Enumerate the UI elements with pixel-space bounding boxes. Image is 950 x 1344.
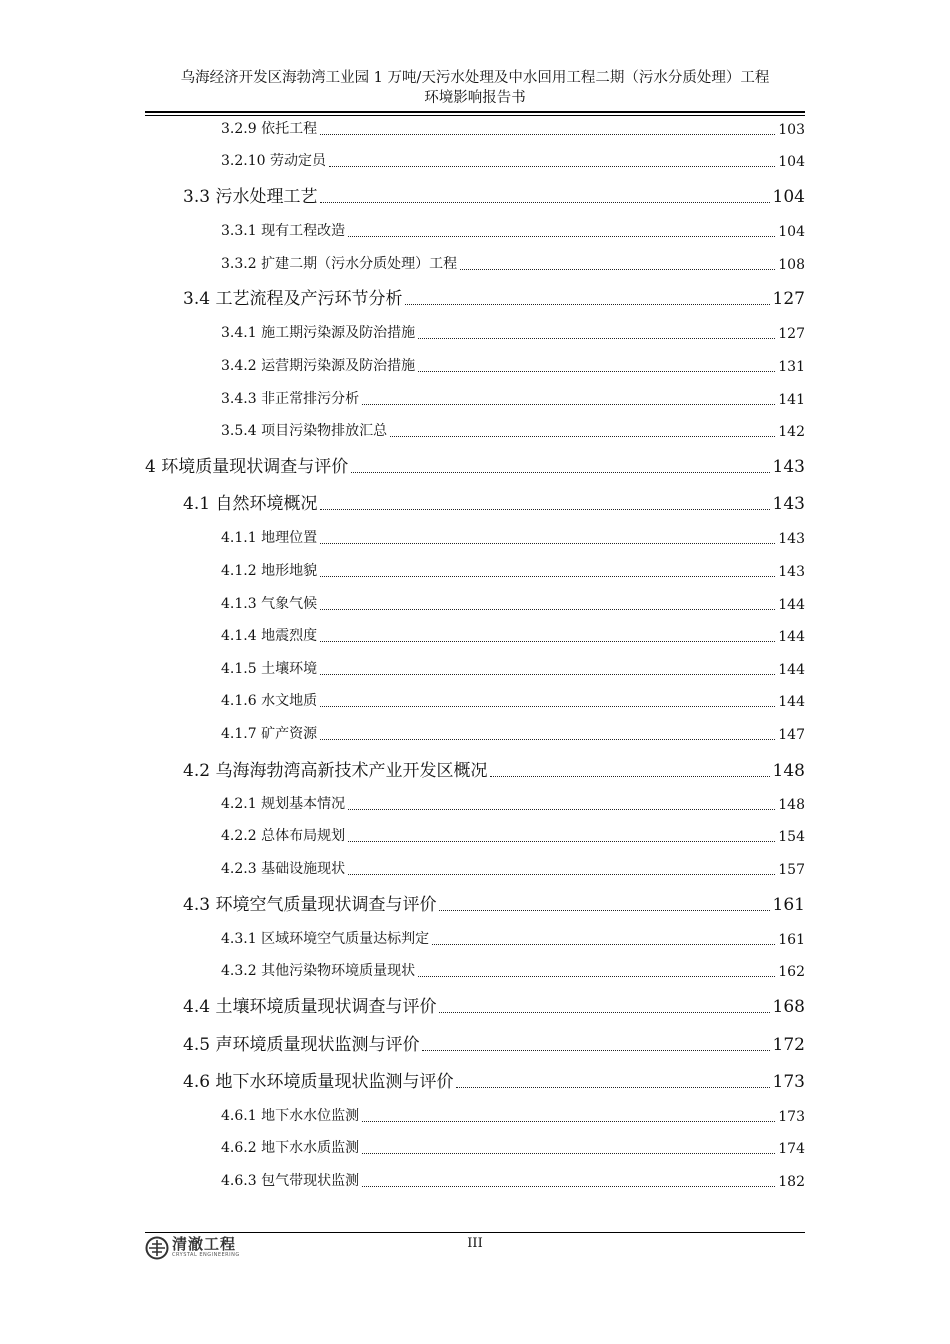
toc-dot-leader xyxy=(348,841,775,842)
toc-entry-page: 104 xyxy=(778,224,805,240)
toc-entry[interactable] xyxy=(221,960,805,980)
toc-entry[interactable] xyxy=(221,253,805,273)
toc-dot-leader xyxy=(348,809,775,810)
toc-entry-title: 4.1 自然环境概况 xyxy=(183,494,318,514)
toc-entry-title: 3.4 工艺流程及产污环节分析 xyxy=(183,289,403,309)
toc-entry-title: 4.3.1 区域环境空气质量达标判定 xyxy=(221,931,430,947)
toc-dot-leader xyxy=(329,166,775,167)
toc-dot-leader xyxy=(320,576,775,577)
toc-entry-page: 127 xyxy=(778,326,805,342)
toc-entry-page: 162 xyxy=(778,964,805,980)
toc-entry-title: 4.5 声环境质量现状监测与评价 xyxy=(183,1035,420,1055)
toc-dot-leader xyxy=(439,910,769,911)
page-number: III xyxy=(467,1236,483,1251)
toc-entry-title: 4.1.6 水文地质 xyxy=(221,693,318,709)
toc-entry[interactable] xyxy=(183,1068,805,1092)
toc-entry-page: 144 xyxy=(778,694,805,710)
toc-entry-title: 4.1.4 地震烈度 xyxy=(221,628,318,644)
toc-dot-leader xyxy=(418,338,775,339)
toc-entry-page: 143 xyxy=(772,457,805,477)
toc-entry[interactable] xyxy=(221,825,805,845)
toc-entry[interactable] xyxy=(221,723,805,743)
toc-entry-title: 4.1.1 地理位置 xyxy=(221,530,318,546)
toc-entry-page: 104 xyxy=(772,187,805,207)
toc-entry-title: 3.3.2 扩建二期（污水分质处理）工程 xyxy=(221,256,458,272)
toc-dot-leader xyxy=(456,1087,769,1088)
toc-dot-leader xyxy=(348,236,775,237)
toc-dot-leader xyxy=(320,706,775,707)
toc-entry-page: 143 xyxy=(772,494,805,514)
toc-entry-page: 161 xyxy=(772,895,805,915)
toc-entry-title: 4.3.2 其他污染物环境质量现状 xyxy=(221,963,416,979)
toc-entry-title: 4.6 地下水环境质量现状监测与评价 xyxy=(183,1072,454,1092)
toc-entry-title: 4.2.2 总体布局规划 xyxy=(221,828,346,844)
toc-dot-leader xyxy=(320,509,769,510)
toc-entry-title: 4.6.3 包气带现状监测 xyxy=(221,1173,360,1189)
toc-entry-title: 4.3 环境空气质量现状调查与评价 xyxy=(183,895,437,915)
toc-entry-page: 108 xyxy=(778,257,805,273)
toc-dot-leader xyxy=(432,944,775,945)
toc-dot-leader xyxy=(320,609,775,610)
toc-entry-title: 4.4 土壤环境质量现状调查与评价 xyxy=(183,997,437,1017)
logo-text-en: CRYSTAL ENGINEERING xyxy=(172,1252,240,1258)
toc-entry[interactable] xyxy=(221,1137,805,1157)
toc-entry[interactable] xyxy=(183,490,805,514)
toc-dot-leader xyxy=(320,202,769,203)
toc-entry-page: 148 xyxy=(778,797,805,813)
toc-entry[interactable] xyxy=(221,593,805,613)
toc-entry-title: 3.3 污水处理工艺 xyxy=(183,187,318,207)
toc-entry-title: 4.6.2 地下水水质监测 xyxy=(221,1140,360,1156)
toc-entry[interactable] xyxy=(221,928,805,948)
toc-entry-page: 157 xyxy=(778,862,805,878)
toc-entry[interactable] xyxy=(221,658,805,678)
toc-dot-leader xyxy=(405,304,769,305)
toc-entry-page: 103 xyxy=(778,122,805,138)
toc-dot-leader xyxy=(348,874,775,875)
toc-entry-page: 173 xyxy=(772,1072,805,1092)
toc-entry[interactable] xyxy=(221,858,805,878)
toc-entry[interactable] xyxy=(221,1170,805,1190)
toc-entry[interactable] xyxy=(221,1105,805,1125)
toc-entry[interactable] xyxy=(221,527,805,547)
toc-dot-leader xyxy=(418,371,775,372)
toc-entry-page: 172 xyxy=(772,1035,805,1055)
toc-entry-page: 143 xyxy=(778,531,805,547)
toc-entry-title: 4 环境质量现状调查与评价 xyxy=(145,457,349,477)
page-header xyxy=(145,68,805,108)
header-rule-thin xyxy=(145,115,805,116)
toc-entry-page: 131 xyxy=(778,359,805,375)
toc-dot-leader xyxy=(351,472,769,473)
toc-entry[interactable] xyxy=(183,1031,805,1055)
toc-dot-leader xyxy=(362,1121,775,1122)
toc-entry-page: 147 xyxy=(778,727,805,743)
toc-dot-leader xyxy=(320,674,775,675)
toc-entry[interactable] xyxy=(221,355,805,375)
toc-entry[interactable] xyxy=(221,793,805,813)
toc-entry-page: 182 xyxy=(778,1174,805,1190)
toc-entry-page: 127 xyxy=(772,289,805,309)
toc-entry-title: 4.2.3 基础设施现状 xyxy=(221,861,346,877)
toc-entry[interactable] xyxy=(221,150,805,170)
toc-dot-leader xyxy=(362,1186,775,1187)
toc-entry-page: 142 xyxy=(778,424,805,440)
toc-dot-leader xyxy=(460,269,775,270)
toc-entry[interactable] xyxy=(183,757,805,781)
toc-entry-page: 104 xyxy=(778,154,805,170)
toc-entry[interactable] xyxy=(221,625,805,645)
toc-entry-title: 4.6.1 地下水水位监测 xyxy=(221,1108,360,1124)
toc-entry[interactable] xyxy=(183,285,805,309)
toc-entry[interactable] xyxy=(221,220,805,240)
toc-entry-page: 154 xyxy=(778,829,805,845)
toc-dot-leader xyxy=(320,641,775,642)
logo-text-cn: 清澈工程 xyxy=(172,1235,237,1253)
toc-dot-leader xyxy=(422,1050,769,1051)
toc-entry[interactable] xyxy=(183,891,805,915)
toc-entry[interactable] xyxy=(221,118,805,138)
toc-entry-page: 144 xyxy=(778,662,805,678)
toc-entry-title: 3.5.4 项目污染物排放汇总 xyxy=(221,423,388,439)
toc-entry-page: 141 xyxy=(778,392,805,408)
footer-rule xyxy=(145,1232,805,1233)
toc-dot-leader xyxy=(418,976,775,977)
toc-entry[interactable] xyxy=(221,388,805,408)
toc-entry-title: 3.2.10 劳动定员 xyxy=(221,153,326,169)
toc-entry-page: 144 xyxy=(778,597,805,613)
toc-entry-title: 4.2.1 规划基本情况 xyxy=(221,796,346,812)
toc-entry[interactable] xyxy=(221,690,805,710)
toc-dot-leader xyxy=(320,543,775,544)
toc-entry-title: 4.1.3 气象气候 xyxy=(221,596,318,612)
toc-entry-page: 144 xyxy=(778,629,805,645)
header-rule-thick xyxy=(145,111,805,113)
toc-entry[interactable] xyxy=(183,183,805,207)
toc-entry-title: 4.1.7 矿产资源 xyxy=(221,726,318,742)
toc-entry[interactable] xyxy=(221,420,805,440)
toc-entry-title: 3.3.1 现有工程改造 xyxy=(221,223,346,239)
toc-entry[interactable] xyxy=(145,453,805,477)
toc-entry-page: 174 xyxy=(778,1141,805,1157)
toc-entry[interactable] xyxy=(183,993,805,1017)
toc-entry[interactable] xyxy=(221,322,805,342)
toc-entry-title: 4.2 乌海海勃湾高新技术产业开发区概况 xyxy=(183,761,488,781)
header-title-line1: 乌海经济开发区海勃湾工业园 1 万吨/天污水处理及中水回用工程二期（污水分质处理）工程 xyxy=(180,70,770,86)
toc-dot-leader xyxy=(490,776,769,777)
toc-dot-leader xyxy=(320,739,775,740)
toc-entry-title: 4.1.5 土壤环境 xyxy=(221,661,318,677)
header-title-line2: 环境影响报告书 xyxy=(424,90,526,106)
toc-entry[interactable] xyxy=(221,560,805,580)
toc-entry-title: 3.4.3 非正常排污分析 xyxy=(221,391,360,407)
toc-dot-leader xyxy=(439,1012,769,1013)
toc-dot-leader xyxy=(390,436,775,437)
toc-dot-leader xyxy=(320,134,775,135)
toc-entry-page: 143 xyxy=(778,564,805,580)
toc-entry-page: 161 xyxy=(778,932,805,948)
toc-entry-page: 173 xyxy=(778,1109,805,1125)
toc-entry-title: 4.1.2 地形地貌 xyxy=(221,563,318,579)
toc-entry-page: 168 xyxy=(772,997,805,1017)
toc-dot-leader xyxy=(362,404,775,405)
toc-entry-title: 3.2.9 依托工程 xyxy=(221,121,318,137)
toc-dot-leader xyxy=(362,1153,775,1154)
toc-entry-title: 3.4.2 运营期污染源及防治措施 xyxy=(221,358,416,374)
toc-entry-page: 148 xyxy=(772,761,805,781)
toc-entry-title: 3.4.1 施工期污染源及防治措施 xyxy=(221,325,416,341)
